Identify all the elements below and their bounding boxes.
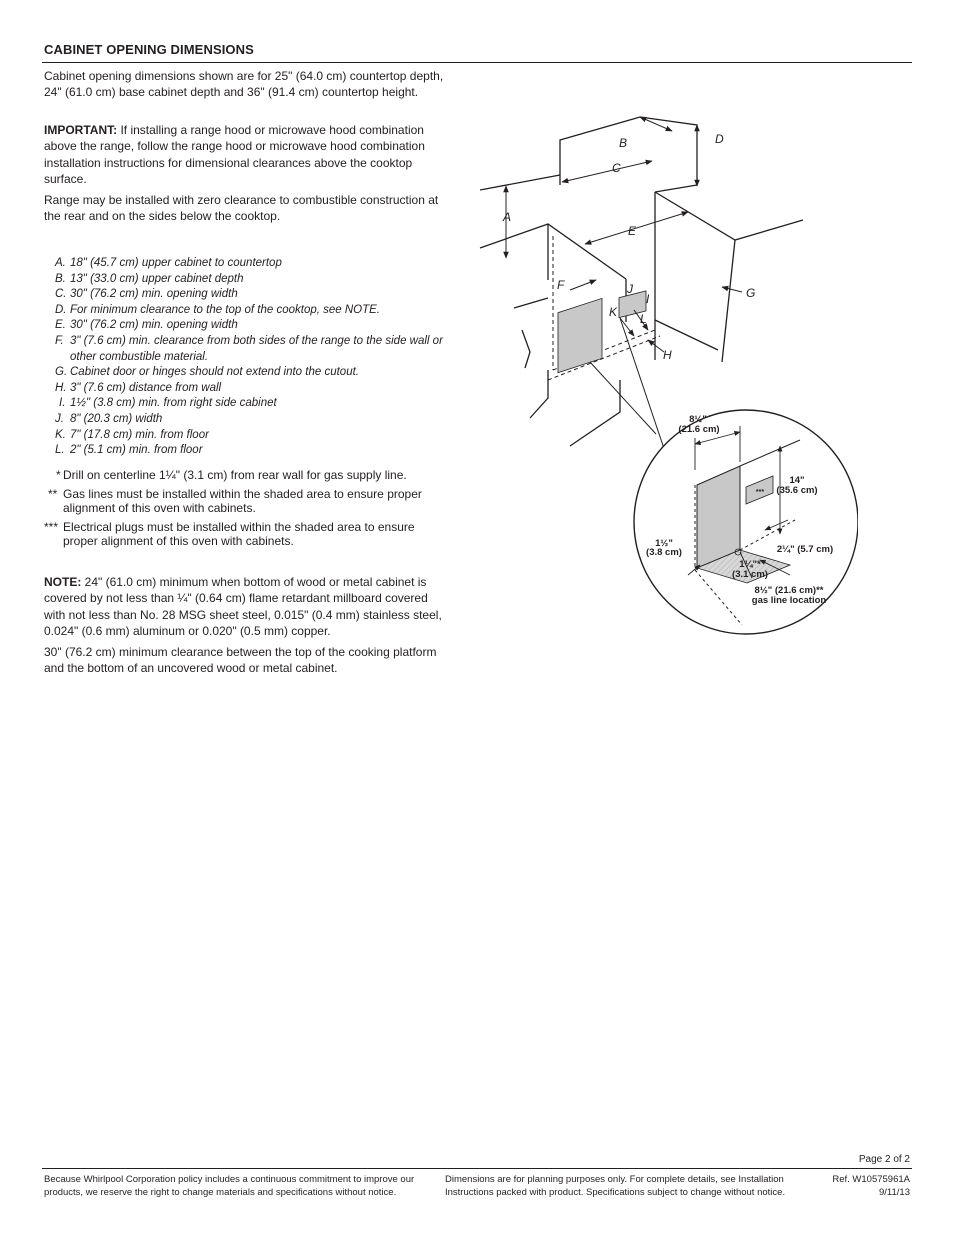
label-f: F	[557, 278, 565, 292]
detail-wall-offset: 2¼" (5.7 cm)	[776, 544, 834, 555]
label-e: E	[628, 224, 637, 238]
detail-height-cm: (35.6 cm)	[776, 485, 818, 496]
legend-item: A. 18" (45.7 cm) upper cabinet to countertop	[55, 257, 282, 269]
important-text: If installing a range hood or microwave hood combination above the range, follow the range hood or microwave hood combination installation instructions for dimensional clearances above the cooktop surface.	[44, 123, 425, 186]
footer-date: 9/11/13	[879, 1187, 910, 1198]
upper-cabinet	[560, 117, 697, 192]
label-c: C	[612, 161, 621, 175]
label-k: K	[609, 305, 618, 319]
legend-item: E. 30" (76.2 cm) min. opening width	[55, 319, 238, 332]
footer-ref: Ref. W10575961A	[832, 1174, 910, 1185]
important-label: IMPORTANT:	[44, 123, 118, 137]
footer-rule	[42, 1168, 912, 1169]
important-paragraph	[44, 122, 444, 187]
legend-item: B. 13" (33.0 cm) upper cabinet depth	[55, 272, 244, 285]
note-label: NOTE:	[44, 575, 82, 589]
label-a: A	[503, 210, 512, 224]
dimension-legend	[55, 256, 445, 459]
cabinet-opening-diagram	[478, 110, 858, 640]
detail-gas-location: 8½" (21.6 cm)**	[754, 585, 824, 596]
label-g: G	[746, 286, 756, 300]
label-b: B	[619, 136, 628, 150]
detail-gas-location-label: gas line location	[751, 595, 827, 606]
legend-item: J. 8" (20.3 cm) width	[55, 412, 163, 425]
label-l: L	[640, 312, 647, 326]
detail-width-label: 8½"	[689, 414, 707, 425]
page-number: Page 2 of 2	[858, 1154, 910, 1165]
note-block	[44, 574, 444, 682]
legend-item: G. Cabinet door or hinges should not extend into the cutout.	[55, 366, 359, 379]
detail-circle	[634, 410, 858, 634]
legend-item: I. 1½" (3.8 cm) min. from right side cabinet	[59, 397, 277, 410]
note-second: 30" (76.2 cm) minimum clearance between the top of the cooking platform and the bottom of an uncovered wood or metal cabinet.	[44, 645, 437, 676]
section-title: CABINET OPENING DIMENSIONS	[44, 42, 254, 57]
footer-reference	[790, 1173, 910, 1199]
intro-paragraph: Cabinet opening dimensions shown are for 25" (64.0 cm) countertop depth, 24" (61.0 cm) base cabinet depth and 36" (91.4 cm) countertop height.	[44, 69, 444, 100]
footnote-gas-drill: * Drill on centerline 1¼" (3.1 cm) from rear wall for gas supply line.	[56, 468, 407, 482]
legend-item: L. 2" (5.1 cm) min. from floor	[55, 444, 203, 457]
legend-item: K. 7" (17.8 cm) min. from floor	[55, 428, 209, 441]
legend-item: H. 3" (7.6 cm) distance from wall	[55, 381, 222, 394]
detail-side-label: 1½"	[655, 538, 673, 549]
footer-policy: Because Whirlpool Corporation policy includes a continuous commitment to improve our products, we reserve the right to change materials and specifications without notice.	[44, 1174, 415, 1198]
label-d: D	[715, 132, 724, 146]
detail-width-cm: (21.6 cm)	[678, 424, 720, 435]
detail-gas-offset: 1¼"*	[739, 559, 761, 570]
legend-item: C. 30" (76.2 cm) min. opening width	[55, 288, 238, 301]
legend-item: F. 3" (7.6 cm) min. clearance from both sides of the range to the side wall or other combustible material.	[55, 334, 443, 363]
label-h: H	[663, 348, 672, 362]
title-rule	[42, 62, 912, 63]
clearance-paragraph: Range may be installed with zero clearance to combustible construction at the rear and on the sides below the cooktop.	[44, 193, 439, 224]
footer-disclaimer: Dimensions are for planning purposes only. For complete details, see Installation Instructions packed with product. Specifications subject to change without notice.	[445, 1174, 786, 1198]
detail-gas-offset-cm: (3.1 cm)	[732, 569, 768, 580]
note-text: 24" (61.0 cm) minimum when bottom of wood or metal cabinet is covered by not less than ¼" (0.64 cm) flame retardant millboard covered with not less than No. 28 MSG sheet steel, 0.015" (0.4 mm) stainless steel, 0.024" (0.6 mm) aluminum or 0.020" (0.5 mm) copper.	[44, 575, 442, 638]
detail-height-label: 14"	[789, 475, 805, 486]
footnote-electrical: *** Electrical plugs must be installed within the shaded area to ensure proper alignment of this oven with cabinets.	[44, 520, 415, 548]
detail-side-cm: (3.8 cm)	[646, 547, 682, 558]
label-i: I	[646, 292, 650, 306]
detail-outlet-stars: ***	[755, 489, 765, 496]
label-j: J	[627, 282, 633, 296]
footnote-gas-lines: ** Gas lines must be installed within the shaded area to ensure proper alignment of this oven with cabinets.	[48, 487, 422, 515]
footnotes	[44, 468, 444, 553]
legend-item: D. For minimum clearance to the top of the cooktop, see NOTE.	[55, 303, 381, 316]
